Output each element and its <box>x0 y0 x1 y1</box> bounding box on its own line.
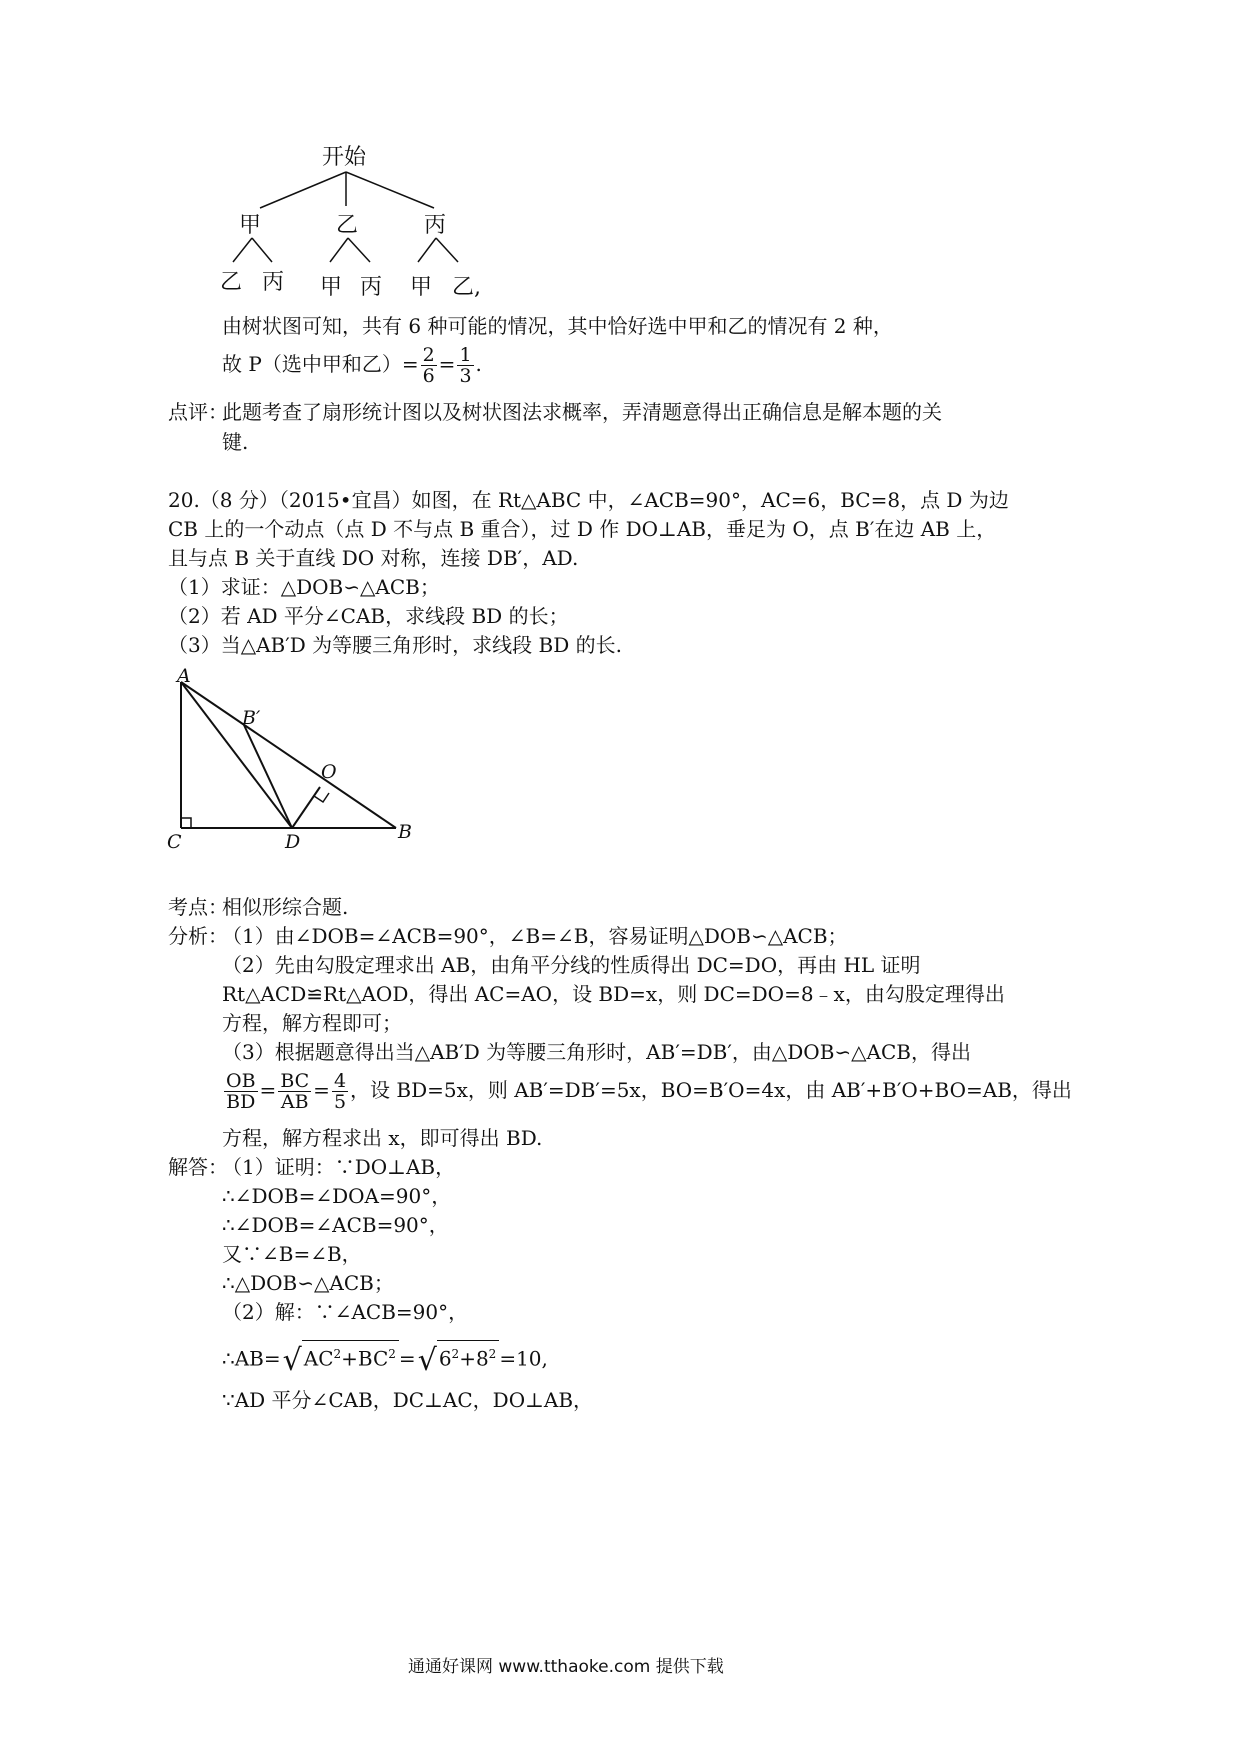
tree-branch <box>330 238 348 262</box>
fenxi-label: 分析： <box>168 924 228 948</box>
comment-line-1: 此题考查了扇形统计图以及树状图法求概率，弄清题意得出正确信息是解本题的关 <box>222 400 942 424</box>
kaodian-text: 相似形综合题. <box>222 895 349 919</box>
fenxi-line-5: （3）根据题意得出当△AB′D 为等腰三角形时，AB′=DB′，由△DOB∽△ACB，得出 <box>222 1040 971 1064</box>
radical: $6^2+8^2$ <box>437 1340 500 1372</box>
answer-label: 解答： <box>168 1155 228 1179</box>
tree-node-l2: 丙 <box>262 270 285 295</box>
fraction: $\frac{2}{6}$ <box>422 344 435 387</box>
tree-node-l2: 甲 <box>410 275 433 300</box>
fenxi-line-1: （1）由∠DOB=∠ACB=90°，∠B=∠B，容易证明△DOB∽△ACB； <box>222 924 848 948</box>
tree-branch <box>252 238 272 262</box>
tree-node-l1: 丙 <box>424 213 447 238</box>
fenxi-line-3: Rt△ACD≌Rt△AOD，得出 AC=AO，设 BD=x，则 DC=DO=8﹣x，由勾股定理得出 <box>222 982 1005 1006</box>
tree-branch <box>346 172 434 208</box>
prev-line-1: 由树状图可知，共有 6 种可能的情况，其中恰好选中甲和乙的情况有 2 种， <box>222 314 893 338</box>
q20-line-1: 20.（8 分）（2015•宜昌）如图，在 Rt△ABC 中，∠ACB=90°，AC=6，BC=8，点 D 为边 <box>168 488 1009 512</box>
tree-branch <box>260 172 346 208</box>
segment-DO <box>292 787 320 828</box>
answer-line-4: 又∵∠B=∠B， <box>222 1242 362 1266</box>
answer-line-2: ∴∠DOB=∠DOA=90°， <box>222 1184 452 1208</box>
q20-sub-1: （1）求证：△DOB∽△ACB； <box>168 575 440 599</box>
fenxi-line-7: 方程，解方程求出 x，即可得出 BD. <box>222 1126 543 1150</box>
right-angle-O <box>314 793 329 802</box>
tree-node-l2: 乙 <box>220 270 243 295</box>
radical: $AC^2+BC^2$ <box>302 1340 399 1372</box>
tree-node-l1: 乙 <box>336 213 359 238</box>
q20-sub-3: （3）当△AB′D 为等腰三角形时，求线段 BD 的长. <box>168 633 622 657</box>
label-O: O <box>321 761 337 783</box>
fraction: $\frac{OB}{BD}$ <box>226 1070 256 1113</box>
q20-line-2: CB 上的一个动点（点 D 不与点 B 重合），过 D 作 DO⊥AB，垂足为 O，点 B′在边 AB 上， <box>168 517 997 541</box>
kaodian-label: 考点： <box>168 895 228 919</box>
tree-branch <box>436 238 458 262</box>
answer-line-3: ∴∠DOB=∠ACB=90°， <box>222 1213 449 1237</box>
answer-line-6: （2）解：∵∠ACB=90°， <box>222 1300 469 1324</box>
q20-sub-2: （2）若 AD 平分∠CAB，求线段 BD 的长； <box>168 604 569 628</box>
fenxi-line-4: 方程，解方程即可； <box>222 1011 402 1035</box>
tree-branch <box>233 238 252 262</box>
fraction: $\frac{1}{3}$ <box>459 344 472 387</box>
tree-node-l2: 乙, <box>452 275 482 300</box>
tree-node-l2: 甲 <box>320 275 343 300</box>
label-A: A <box>177 665 191 687</box>
answer-line-7: ∴AB=√ $AC^2+BC^2$ =√ $6^2+8^2 =10$, <box>222 1340 548 1375</box>
geometry-figure <box>160 660 430 860</box>
tree-root: 开始 <box>322 145 367 170</box>
answer-line-5: ∴△DOB∽△ACB； <box>222 1271 394 1295</box>
label-Bp: B′ <box>242 707 261 729</box>
label-B: B <box>398 821 412 843</box>
right-angle-C <box>181 818 191 828</box>
q20-line-3: 且与点 B 关于直线 DO 对称，连接 DB′，AD. <box>168 546 579 570</box>
tree-branch <box>418 238 436 262</box>
comment-label: 点评： <box>168 400 228 424</box>
tree-branch <box>348 238 370 262</box>
comment-line-2: 键. <box>222 430 249 454</box>
label-D: D <box>285 831 301 853</box>
fraction: $\frac{4}{5}$ <box>333 1070 347 1113</box>
tree-node-l2: 丙 <box>360 275 383 300</box>
prev-probability: 故 P（选中甲和乙）= $\frac{2}{6}$ = $\frac{1}{3}$ . <box>222 344 482 387</box>
segment-AD <box>181 682 292 828</box>
segment-AB <box>181 682 396 828</box>
fenxi-line-6: $\frac{OB}{BD}$ = $\frac{BC}{AB}$ = $\frac{4}{5}$ ，设 BD=5x，则 AB′=DB′=5x，BO=B′O=4x，由 AB′+B′O+BO=AB，得出 <box>226 1070 1072 1113</box>
fraction: $\frac{BC}{AB}$ <box>280 1070 310 1113</box>
answer-line-8: ∵AD 平分∠CAB，DC⊥AC，DO⊥AB， <box>222 1388 594 1412</box>
tree-node-l1: 甲 <box>239 213 262 238</box>
label-C: C <box>167 831 182 853</box>
fenxi-line-2: （2）先由勾股定理求出 AB，由角平分线的性质得出 DC=DO，再由 HL 证明 <box>222 953 921 977</box>
page-footer: 通通好课网 www.tthaoke.com 提供下载 <box>408 1657 724 1677</box>
answer-line-1: （1）证明：∵DO⊥AB， <box>222 1155 456 1179</box>
